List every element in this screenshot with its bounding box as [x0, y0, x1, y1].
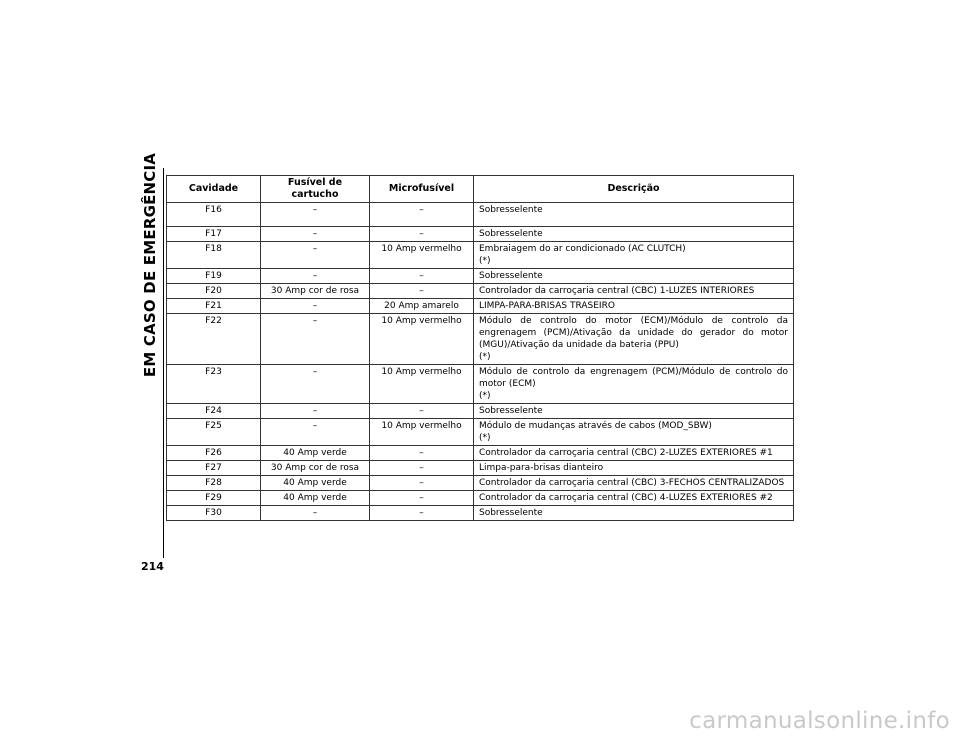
- description-line: (*): [479, 433, 491, 443]
- cell-description: [474, 284, 794, 299]
- cell-description: [474, 419, 794, 446]
- cell-cavity: F30: [167, 506, 261, 521]
- cell-cavity: F28: [167, 476, 261, 491]
- cell-cavity: F27: [167, 461, 261, 476]
- cell-description: [474, 242, 794, 269]
- cell-cartridge-fuse: 40 Amp verde: [261, 491, 370, 506]
- table-row: [167, 476, 794, 491]
- section-divider: [163, 168, 164, 558]
- cell-cartridge-fuse: –: [261, 269, 370, 284]
- cell-cavity: F19: [167, 269, 261, 284]
- cell-micro-fuse: 20 Amp amarelo: [370, 299, 474, 314]
- table-row: [167, 404, 794, 419]
- cell-description: [474, 476, 794, 491]
- cell-cavity: F22: [167, 314, 261, 365]
- description-line: Módulo de controlo da engrenagem (PCM)/Módulo de controlo do motor (ECM): [479, 367, 788, 389]
- table-row: [167, 419, 794, 446]
- cell-description: [474, 404, 794, 419]
- cell-cartridge-fuse: 30 Amp cor de rosa: [261, 284, 370, 299]
- description-line: Limpa-para-brisas dianteiro: [479, 463, 604, 473]
- cell-micro-fuse: 10 Amp vermelho: [370, 242, 474, 269]
- cell-cartridge-fuse: 30 Amp cor de rosa: [261, 461, 370, 476]
- description-line: Controlador da carroçaria central (CBC) 1-LUZES INTERIORES: [479, 286, 755, 296]
- cell-description: [474, 203, 794, 227]
- cell-cartridge-fuse: –: [261, 227, 370, 242]
- table-row: [167, 365, 794, 404]
- cell-micro-fuse: –: [370, 506, 474, 521]
- cell-cartridge-fuse: –: [261, 314, 370, 365]
- cell-description: [474, 461, 794, 476]
- description-line: Embraiagem do ar condicionado (AC CLUTCH): [479, 244, 686, 254]
- description-line: Sobresselente: [479, 406, 543, 416]
- description-line: (*): [479, 352, 491, 362]
- table-row: [167, 284, 794, 299]
- cell-description: [474, 365, 794, 404]
- cell-cartridge-fuse: –: [261, 404, 370, 419]
- cell-cavity: F16: [167, 203, 261, 227]
- cell-cavity: F17: [167, 227, 261, 242]
- cell-description: [474, 491, 794, 506]
- table-row: [167, 446, 794, 461]
- cell-micro-fuse: –: [370, 404, 474, 419]
- table-header-row: [167, 176, 794, 203]
- table-row: [167, 506, 794, 521]
- cell-description: [474, 506, 794, 521]
- cell-micro-fuse: –: [370, 227, 474, 242]
- cell-micro-fuse: 10 Amp vermelho: [370, 419, 474, 446]
- cell-micro-fuse: –: [370, 461, 474, 476]
- description-line: Módulo de controlo do motor (ECM)/Módulo de controlo da engrenagem (PCM)/Ativação da unidade do gerador do motor (MGU)/Ativação da unidade da bateria (PPU): [479, 316, 788, 350]
- table-row: [167, 491, 794, 506]
- cell-cartridge-fuse: –: [261, 419, 370, 446]
- fuse-table: [166, 175, 794, 521]
- description-line: Sobresselente: [479, 205, 543, 215]
- cell-micro-fuse: –: [370, 269, 474, 284]
- cell-description: [474, 314, 794, 365]
- fuse-table-body: [167, 203, 794, 521]
- cell-micro-fuse: –: [370, 203, 474, 227]
- cell-cavity: F25: [167, 419, 261, 446]
- description-line: LIMPA-PARA-BRISAS TRASEIRO: [479, 301, 615, 311]
- cell-cartridge-fuse: 40 Amp verde: [261, 476, 370, 491]
- table-row: [167, 203, 794, 227]
- cell-micro-fuse: –: [370, 446, 474, 461]
- section-title: [136, 152, 164, 378]
- description-line: (*): [479, 256, 491, 266]
- cell-cartridge-fuse: –: [261, 299, 370, 314]
- description-line: Controlador da carroçaria central (CBC) 3-FECHOS CENTRALIZADOS: [479, 478, 785, 488]
- cell-cavity: F18: [167, 242, 261, 269]
- cell-cavity: F21: [167, 299, 261, 314]
- cell-description: [474, 299, 794, 314]
- cell-cartridge-fuse: –: [261, 506, 370, 521]
- cell-description: [474, 446, 794, 461]
- cell-micro-fuse: –: [370, 284, 474, 299]
- description-line: Controlador da carroçaria central (CBC) 2-LUZES EXTERIORES #1: [479, 448, 773, 458]
- table-row: [167, 314, 794, 365]
- table-row: [167, 227, 794, 242]
- description-line: Sobresselente: [479, 508, 543, 518]
- cell-cartridge-fuse: –: [261, 365, 370, 404]
- cell-cavity: F24: [167, 404, 261, 419]
- cell-micro-fuse: 10 Amp vermelho: [370, 314, 474, 365]
- cell-cavity: F20: [167, 284, 261, 299]
- header-micro-fuse: Microfusível: [370, 176, 474, 203]
- cell-cartridge-fuse: 40 Amp verde: [261, 446, 370, 461]
- cell-cavity: F29: [167, 491, 261, 506]
- page-number: 214: [141, 560, 164, 573]
- description-line: Controlador da carroçaria central (CBC) 4-LUZES EXTERIORES #2: [479, 493, 773, 503]
- cell-micro-fuse: 10 Amp vermelho: [370, 365, 474, 404]
- table-row: [167, 299, 794, 314]
- header-cavity: Cavidade: [167, 176, 261, 203]
- description-line: (*): [479, 391, 491, 401]
- cell-cavity: F26: [167, 446, 261, 461]
- header-cartridge-fuse: Fusível de cartucho: [261, 176, 370, 203]
- table-row: [167, 242, 794, 269]
- cell-cavity: F23: [167, 365, 261, 404]
- watermark: carmanualsonline.info: [689, 708, 950, 734]
- header-description: Descrição: [474, 176, 794, 203]
- cell-description: [474, 227, 794, 242]
- description-line: Sobresselente: [479, 271, 543, 281]
- cell-micro-fuse: –: [370, 476, 474, 491]
- description-line: Módulo de mudanças através de cabos (MOD_SBW): [479, 421, 712, 431]
- cell-micro-fuse: –: [370, 491, 474, 506]
- section-title-text: EM CASO DE EMERGÊNCIA: [141, 152, 159, 378]
- cell-cartridge-fuse: –: [261, 242, 370, 269]
- table-row: [167, 461, 794, 476]
- cell-cartridge-fuse: –: [261, 203, 370, 227]
- cell-description: [474, 269, 794, 284]
- table-row: [167, 269, 794, 284]
- description-line: Sobresselente: [479, 229, 543, 239]
